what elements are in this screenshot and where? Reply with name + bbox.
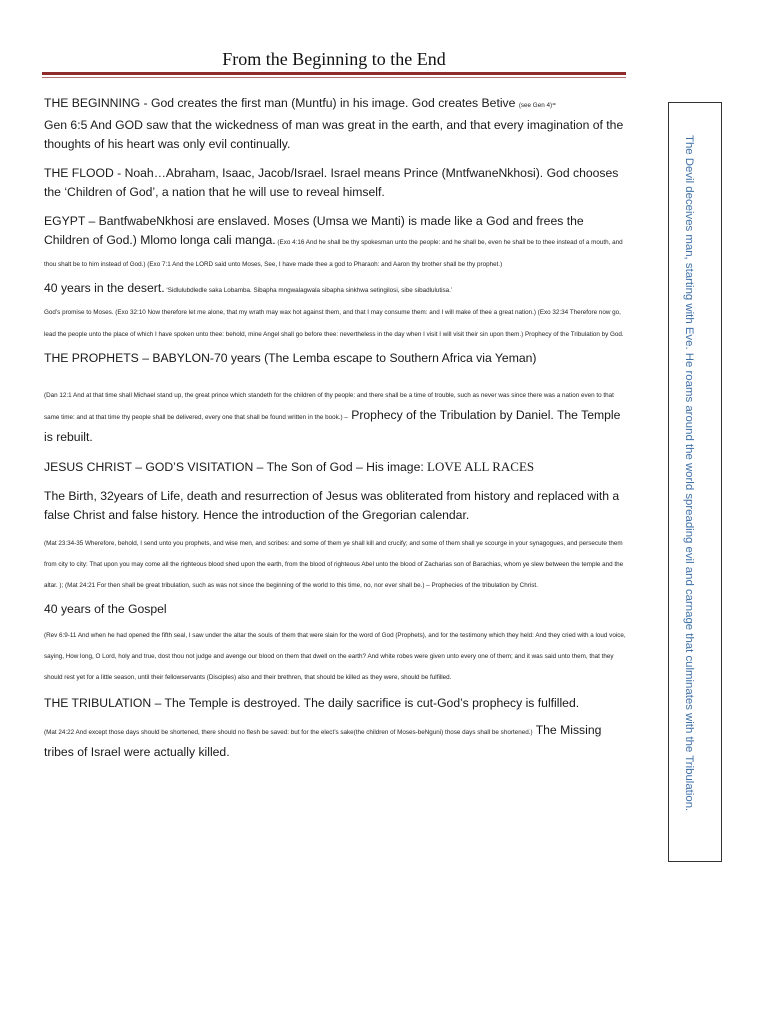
- entry-tribulation: [44, 694, 626, 713]
- title-rule: [42, 72, 626, 75]
- entry-desert: [44, 279, 626, 345]
- rev-ref: (Rev 6:9-11 And when he had opened the fifth seal, I saw under the altar the souls of them that were slain for the word of God (Prophets), and for the testimony which they held: And they cried with a loud voice, saying, How long, O Lord, holy and true, dost thou not judge and avenge our blood on them that dwell on the earth? And white robes were given unto every one of them; and it was said unto them, that they should rest yet for a little season, until their fellowservants (Disciples) also and their brethren, that should be killed as they were, should be fulfilled.: [44, 632, 626, 681]
- entry-mat24: [44, 721, 626, 762]
- desert-quote: ‘Sidlulubdledle saka Lobamba. Sibapha mngwalagwala sibapha sinkhwa setingilosi, sibe sibadlulutisa.’: [164, 287, 453, 294]
- desert-heading: 40 years in the desert.: [44, 281, 165, 295]
- beginning-dash: -: [552, 96, 557, 110]
- entry-mat23: [44, 533, 626, 596]
- sidebar-text: The Devil deceives man, starting with Eve. He roams around the world spreading evil and carnage that culminates with the Tribulation.: [683, 135, 695, 812]
- entry-beginning: [44, 94, 626, 154]
- entry-birth: [44, 487, 626, 525]
- prophets-text: THE PROPHETS – BABYLON-70 years (The Lemba escape to Southern Africa via Yeman): [44, 351, 537, 365]
- daniel-text: Prophecy of the Tribulation by Daniel. The Temple is rebuilt.: [44, 408, 621, 444]
- jesus-emphasis: LOVE ALL RACES: [423, 459, 535, 474]
- daniel-ref: (Dan 12:1 And at that time shall Michael stand up, the great prince which standeth for the children of thy people: and there shall be a time of trouble, such as never was since there was a nation even to that same time: and at that time thy people shall be delivered, every one that shall be found written in the book.) –: [44, 392, 614, 421]
- egypt-text: EGYPT – BantfwabeNkhosi are enslaved. Moses (Umsa we Manti) is made like a God and frees the Children of God.) Mlomo longa cali manga.: [44, 214, 584, 247]
- document-body: [44, 94, 626, 772]
- mat24-ref: (Mat 24:22 And except those days should be shortened, there should no flesh be saved: but for the elect’s sake(the children of Moses-beNguni) those days shall be shortened.): [44, 729, 533, 736]
- entry-egypt: [44, 212, 626, 275]
- jesus-text: JESUS CHRIST – GOD’S VISITATION – The Son of God – His image:: [44, 460, 424, 474]
- mat23-ref: (Mat 23:34-35 Wherefore, behold, I send unto you prophets, and wise men, and scribes: and some of them ye shall kill and crucify; and some of them shall ye scourge in your synagogues, and persecute them from city to city: That upon you may come all the righteous blood shed upon the earth, from the blood of righteous Abel unto the blood of Zacharias son of Barachias, whom ye slew between the temple and the altar. ); (Mat 24:21 For then shall be great tribulation, such as was not since the beginning of the world to this time, no, nor ever shall be.) – Prophecies of the tribulation by Christ.: [44, 540, 624, 589]
- gospel-heading: 40 years of the Gospel: [44, 602, 167, 616]
- entry-prophets: [44, 349, 626, 368]
- entry-gospel: [44, 600, 626, 619]
- flood-text: THE FLOOD - Noah…Abraham, Isaac, Jacob/Israel. Israel means Prince (MntfwaneNkhosi). God chooses the ‘Children of God’, a nation that he will use to reveal himself.: [44, 166, 619, 199]
- beginning-heading: THE BEGINNING - God creates the first man (Muntfu) in his image. God creates Betive: [44, 96, 516, 110]
- egypt-ref: (Exo 4:16 And he shall be thy spokesman unto the people: and he shall be, even he shall be to thee instead of a mouth, and thou shalt be to him instead of God.) (Exo 7:1 And the LORD said unto Moses, See, I have made thee a god to Pharaoh: and Aaron thy brother shall be thy prophet.): [44, 239, 623, 268]
- beginning-ref: (see Gen 4): [518, 102, 553, 109]
- entry-jesus: [44, 457, 626, 477]
- sidebar-box: [668, 102, 722, 862]
- entry-rev: [44, 625, 626, 688]
- beginning-gen-verse: Gen 6:5 And GOD saw that the wickedness of man was great in the earth, and that every imagination of the thoughts of his heart was only evil continually.: [44, 118, 624, 151]
- birth-text: The Birth, 32years of Life, death and resurrection of Jesus was obliterated from history and replaced with a false Christ and false history. Hence the introduction of the Gregorian calendar.: [44, 489, 620, 522]
- entry-flood: [44, 164, 626, 202]
- page-title: From the Beginning to the End: [222, 49, 446, 69]
- entry-daniel: [44, 384, 626, 447]
- tribulation-text: THE TRIBULATION – The Temple is destroyed. The daily sacrifice is cut-God’s prophecy is fulfilled.: [44, 696, 580, 710]
- title-rule-thin: [42, 77, 626, 78]
- mat24-text: The Missing tribes of Israel were actually killed.: [44, 723, 602, 759]
- desert-promise: God’s promise to Moses. (Exo 32:10 Now therefore let me alone, that my wrath may wax hot against them, and that I may consume them: and I will make of thee a great nation.) (Exo 32:34 Therefore now go, lead the people unto the place of which I have spoken unto thee: behold, mine Angel shall go before thee: nevertheless in the day when I visit I will visit their sin upon them.) Prophecy of the Tribulation by God.: [44, 309, 624, 338]
